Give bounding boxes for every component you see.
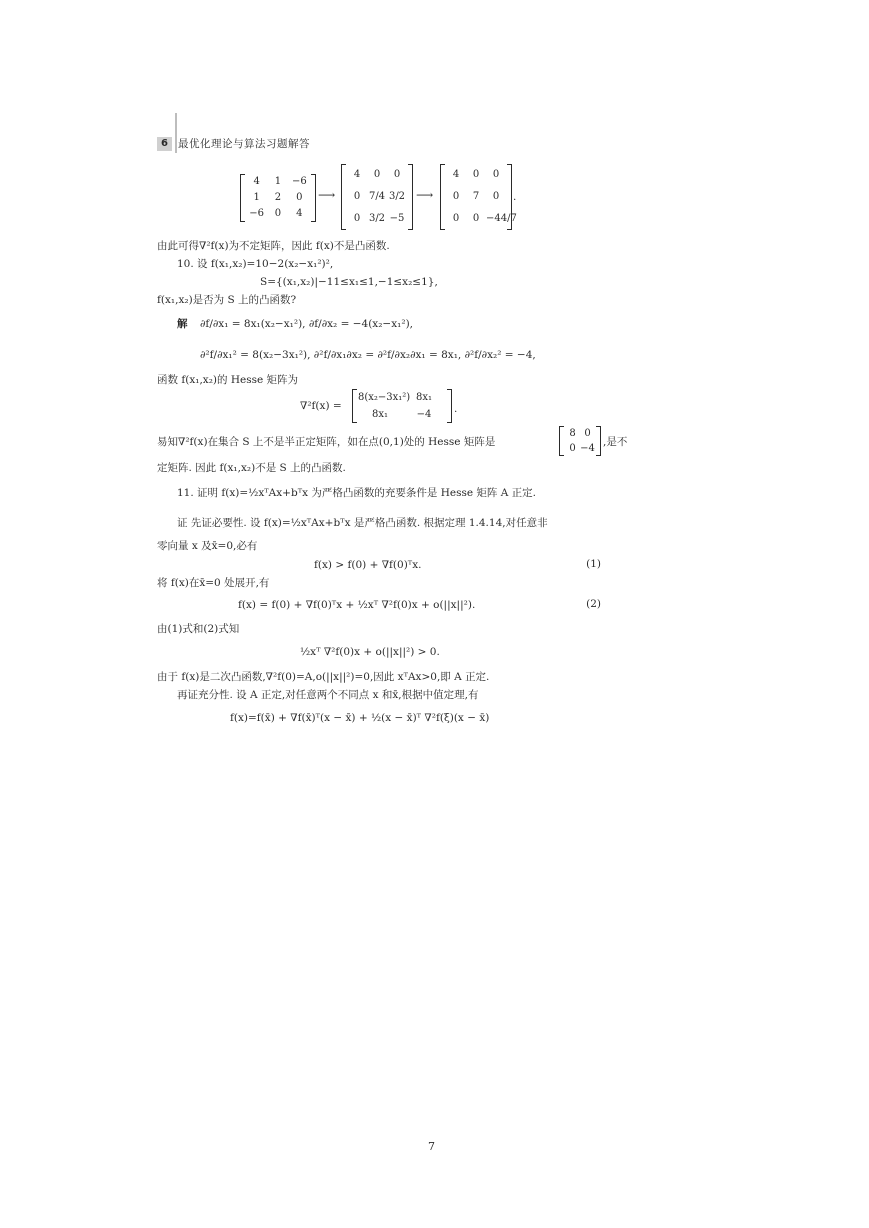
- matrix-cell: −6: [291, 176, 307, 187]
- bracket-left: [559, 426, 564, 456]
- matrix-cell: 0: [452, 191, 460, 202]
- problem-10-question: f(x₁,x₂)是否为 S 上的凸函数?: [157, 294, 297, 306]
- hesse-matrix: [352, 389, 452, 423]
- matrix-cell: 0: [472, 213, 480, 224]
- bracket-right: [447, 389, 452, 423]
- arrow-icon: ⟶: [318, 188, 336, 202]
- equation-2: f(x) = f(0) + ∇f(0)ᵀx + ½xᵀ ∇²f(0)x + o(||x||²).: [238, 599, 476, 611]
- matrix-cell: 1: [253, 192, 260, 203]
- bracket-right: [408, 164, 413, 230]
- matrix-cell: 0: [472, 169, 480, 180]
- solution-second-derivatives: ∂²f/∂x₁² = 8(x₂−3x₁²), ∂²f/∂x₁∂x₂ = ∂²f/∂x₂∂x₁ = 8x₁, ∂²f/∂x₂² = −4,: [200, 349, 536, 361]
- matrix-cell: 4: [296, 208, 303, 219]
- bracket-left: [341, 164, 346, 230]
- bracket-right: [311, 174, 316, 222]
- matrix-cell: 0: [492, 169, 500, 180]
- matrix-cell: −5: [389, 213, 405, 224]
- text-line: 定矩阵. 因此 f(x₁,x₂)不是 S 上的凸函数.: [157, 462, 346, 474]
- matrix-cell: 0: [492, 191, 500, 202]
- solution-label: 解: [177, 318, 188, 330]
- arrow-icon: ⟶: [416, 188, 434, 202]
- bracket-left: [440, 164, 445, 230]
- matrix-cell: 0: [274, 208, 282, 219]
- matrix-cell: 0: [296, 192, 303, 203]
- bracket-left: [240, 174, 245, 222]
- text-line: 易知∇²f(x)在集合 S 上不是半正定矩阵，如在点(0,1)处的 Hesse 矩阵是: [157, 436, 496, 448]
- equation-4: f(x)=f(x̄) + ∇f(x̄)ᵀ(x − x̄) + ½(x − x̄)ᵀ ∇²f(ξ)(x − x̄): [230, 712, 490, 724]
- page-number: 7: [428, 1140, 435, 1153]
- proof-line: 零向量 x 及x̄=0,必有: [157, 540, 258, 552]
- proof-line: 由(1)式和(2)式知: [157, 623, 240, 635]
- problem-10-set: S={(x₁,x₂)|−11≤x₁≤1,−1≤x₂≤1},: [260, 276, 438, 288]
- problem-10-header: 10. 设 f(x₁,x₂)=10−2(x₂−x₁²)²,: [177, 258, 334, 270]
- matrix-step1: [341, 164, 413, 230]
- header-title: 最优化理论与算法习题解答: [177, 138, 310, 150]
- matrix-cell: 0: [353, 213, 361, 224]
- matrix-cell: 3/2: [368, 213, 386, 224]
- text-line: 由此可得∇²f(x)为不定矩阵，因此 f(x)不是凸函数.: [157, 240, 390, 252]
- matrix-cell: −6: [249, 208, 265, 219]
- proof-line: 将 f(x)在x̄=0 处展开,有: [157, 577, 270, 589]
- matrix-cell: 0: [373, 169, 381, 180]
- solution-first-derivatives: ∂f/∂x₁ = 8x₁(x₂−x₁²), ∂f/∂x₂ = −4(x₂−x₁²),: [200, 318, 413, 330]
- hesse-period: .: [454, 403, 458, 415]
- equation-2-number: (2): [586, 598, 601, 610]
- matrix-cell: 8: [569, 427, 576, 439]
- matrix-cell: 0: [569, 442, 576, 454]
- matrix-cell: 1: [274, 176, 282, 187]
- running-header: [157, 137, 310, 151]
- matrix-cell: −44/7: [486, 213, 517, 224]
- bracket-left: [352, 389, 357, 423]
- matrix-cell: 7/4: [368, 191, 386, 202]
- proof-line: 再证充分性. 设 A 正定,对任意两个不同点 x 和x̄,根据中值定理,有: [177, 689, 479, 701]
- equation-1-number: (1): [586, 558, 601, 570]
- header-page-number: 6: [157, 137, 172, 151]
- text-line: ,是不: [603, 436, 628, 448]
- matrix-cell: 8x₁: [415, 391, 432, 403]
- matrix-cell: 0: [584, 427, 591, 439]
- matrix-cell: 0: [452, 213, 460, 224]
- matrix-original: [240, 174, 316, 222]
- proof-line: 证 先证必要性. 设 f(x)=½xᵀAx+bᵀx 是严格凸函数. 根据定理 1.4.14,对任意非: [177, 517, 548, 529]
- matrix-cell: −4: [416, 408, 432, 420]
- matrix-cell: 0: [393, 169, 401, 180]
- matrix-cell: 0: [353, 191, 361, 202]
- matrix-cell: 2: [274, 192, 282, 203]
- equation-1: f(x) > f(0) + ∇f(0)ᵀx.: [314, 559, 422, 571]
- bracket-right: [596, 426, 601, 456]
- equation-3: ½xᵀ ∇²f(0)x + o(||x||²) > 0.: [300, 646, 440, 658]
- matrix-step2: [440, 164, 517, 230]
- matrix-cell: 4: [253, 176, 260, 187]
- hesse-lhs: ∇²f(x) =: [300, 400, 342, 412]
- matrix-cell: −4: [580, 442, 595, 454]
- matrix-cell: 7: [472, 191, 480, 202]
- matrix-cell: 8x₁: [371, 408, 388, 420]
- matrix-cell: 4: [353, 169, 361, 180]
- matrix-cell: 4: [452, 169, 460, 180]
- matrix-period: .: [513, 191, 517, 203]
- problem-11: 11. 证明 f(x)=½xᵀAx+bᵀx 为严格凸函数的充要条件是 Hesse 矩阵 A 正定.: [177, 487, 537, 499]
- proof-line: 由于 f(x)是二次凸函数,∇²f(0)=A,o(||x||²)=0,因此 xᵀAx>0,即 A 正定.: [157, 671, 490, 683]
- matrix-cell: 8(x₂−3x₁²): [358, 391, 411, 403]
- matrix-cell: 3/2: [388, 191, 406, 202]
- hesse-matrix-at-point: [559, 426, 601, 456]
- hesse-intro: 函数 f(x₁,x₂)的 Hesse 矩阵为: [157, 374, 299, 386]
